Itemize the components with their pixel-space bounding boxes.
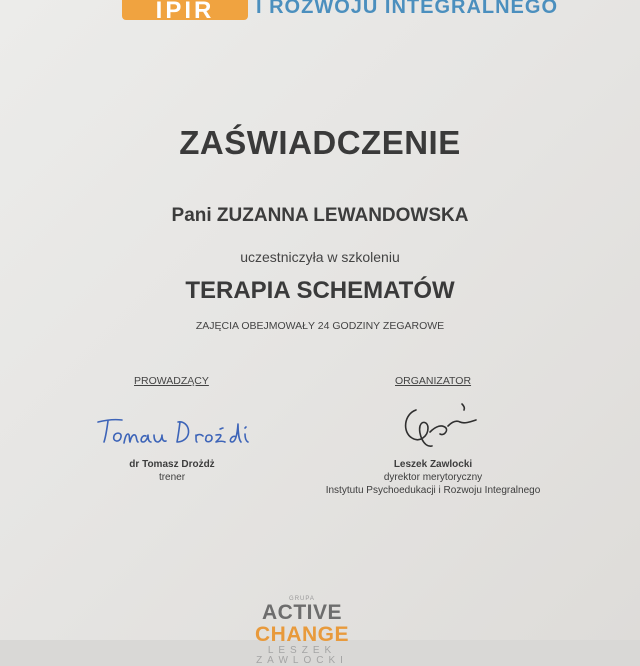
trainer-title: trener <box>158 472 186 483</box>
organizer-name: Leszek Zawlocki <box>393 459 473 470</box>
organizer-title-1: dyrektor merytoryczny <box>383 472 483 483</box>
training-name: TERAPIA SCHEMATÓW <box>185 277 455 304</box>
logo-institute-name: I ROZWOJU INTEGRALNEGO <box>256 0 558 18</box>
role-label-trainer: PROWADZĄCY <box>134 375 209 387</box>
footer-logo-brand <box>222 602 382 646</box>
footer-logo-subtitle: LESZEK ZAWLOCKI <box>256 645 348 666</box>
participant-name: Pani ZUZANNA LEWANDOWSKA <box>171 205 469 226</box>
active-change-logo <box>222 596 382 666</box>
footer-logo-brand-change: CHANGE <box>254 623 349 646</box>
institute-logo <box>122 0 558 24</box>
footer-logo-group-label: GRUPA <box>289 596 315 602</box>
logo-mark: IPIR <box>122 0 248 20</box>
organizer-block <box>300 458 566 497</box>
trainer-name: dr Tomasz Drożdż <box>129 459 215 470</box>
organizer-signature <box>398 398 488 456</box>
role-label-organizer: ORGANIZATOR <box>395 375 472 387</box>
participated-text: uczestniczyła w szkoleniu <box>240 249 400 265</box>
footer-logo-brand-active: ACTIVE <box>261 601 342 624</box>
certificate-title: ZAŚWIADCZENIE <box>179 124 461 161</box>
trainer-block <box>92 458 252 484</box>
organizer-title-2: Instytutu Psychoedukacji i Rozwoju Integralnego <box>325 485 541 496</box>
hours-text: ZAJĘCIA OBEJMOWAŁY 24 GODZINY ZEGAROWE <box>195 320 445 332</box>
trainer-signature <box>92 410 252 455</box>
